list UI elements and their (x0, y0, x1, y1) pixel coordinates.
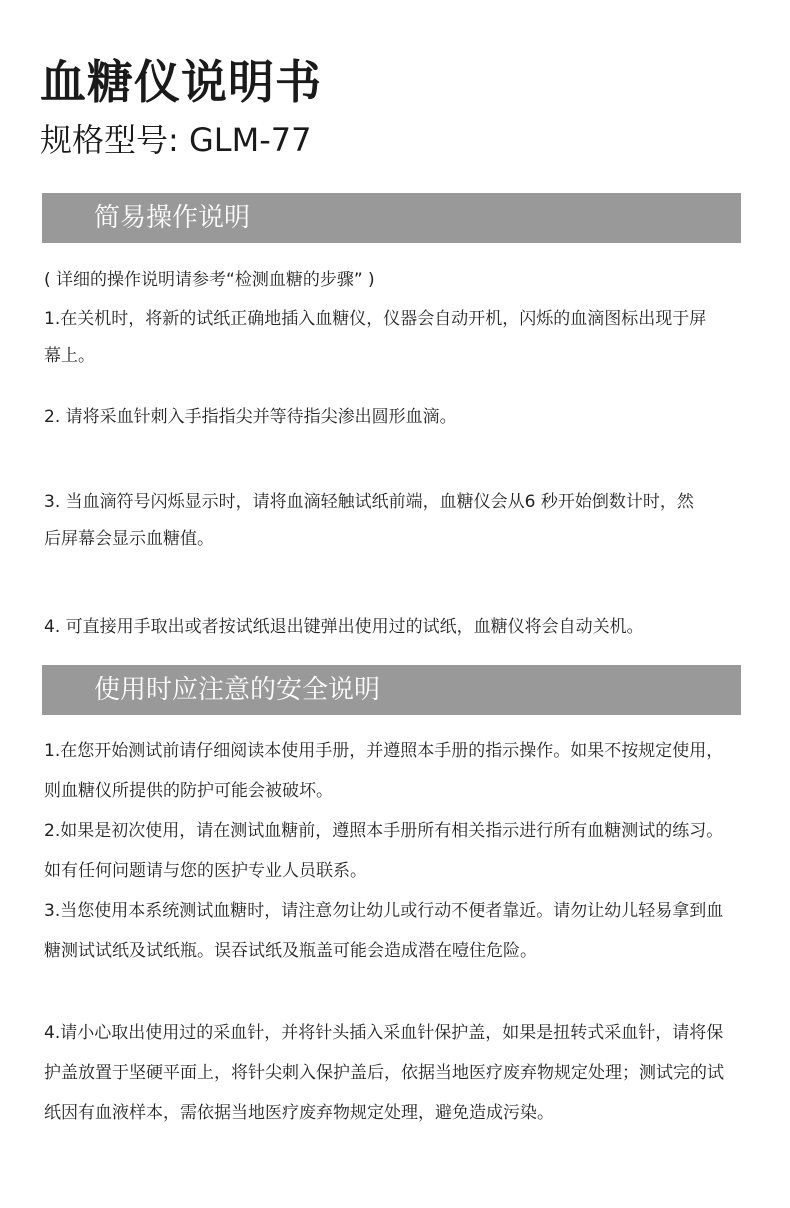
safety-item-3: 3.当您使用本系统测试血糖时，请注意勿让幼儿或行动不便者靠近。请勿让幼儿轻易拿到血糖测试试纸及试纸瓶。误吞试纸及瓶盖可能会造成潜在噎住危险。 (44, 901, 724, 961)
quick-guide-note: ( 详细的操作说明请参考“检测血糖的步骤” ) (44, 270, 375, 290)
model-number: 规格型号: GLM-77 (40, 121, 312, 159)
quick-guide-step-3: 3. 当血滴符号闪烁显示时，请将血滴轻触试纸前端，血糖仪会从6 秒开始倒数计时，然后屏幕会显示血糖值。 (44, 492, 694, 549)
safety-item-4: 4.请小心取出使用过的采血针，并将针头插入采血针保护盖，如果是扭转式采血针，请将保护盖放置于坚硬平面上，将针尖刺入保护盖后，依据当地医疗废弃物规定处理；测试完的试纸因有血液样本，需依据当地医疗废弃物规定处理，避免造成污染。 (44, 1023, 724, 1123)
section-header-safety: 使用时应注意的安全说明 (42, 665, 741, 715)
quick-guide-step-1: 1.在关机时，将新的试纸正确地插入血糖仪，仪器会自动开机，闪烁的血滴图标出现于屏幕上。 (44, 309, 707, 366)
safety-item-1: 1.在您开始测试前请仔细阅读本使用手册，并遵照本手册的指示操作。如果不按规定使用，则血糖仪所提供的防护可能会被破坏。 (44, 741, 724, 801)
page-title: 血糖仪说明书 (40, 55, 322, 109)
section-header-quick-guide: 简易操作说明 (42, 193, 741, 243)
quick-guide-step-2: 2. 请将采血针刺入手指指尖并等待指尖渗出圆形血滴。 (44, 407, 457, 427)
quick-guide-step-4: 4. 可直接用手取出或者按试纸退出键弹出使用过的试纸，血糖仪将会自动关机。 (44, 617, 644, 637)
safety-item-2: 2.如果是初次使用，请在测试血糖前，遵照本手册所有相关指示进行所有血糖测试的练习。如有任何问题请与您的医护专业人员联系。 (44, 821, 724, 881)
